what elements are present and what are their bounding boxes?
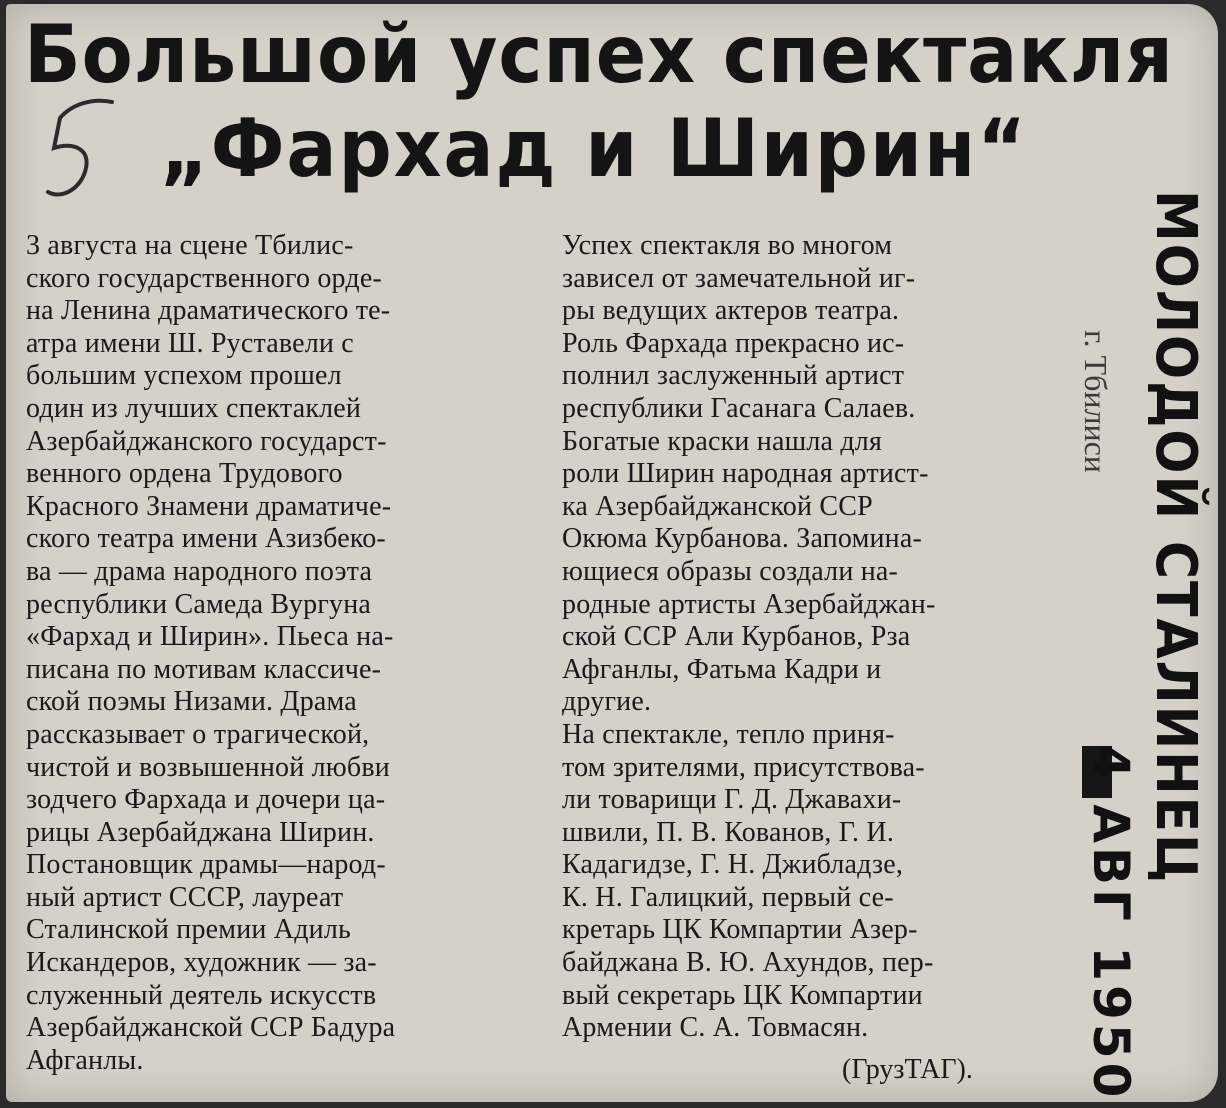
source-credit: (ГрузТАГ). [842,1054,973,1085]
date-text: 4 АВГ 1950 [1082,744,1140,1102]
headline-line-2: „Фархад и Ширин“ [160,102,1028,195]
city-stamp [1074,330,1114,560]
newspaper-name-stamp [1108,190,1208,885]
headline-line-1: Большой успех спектакля [24,8,1174,101]
date-stamp [1070,744,1140,1102]
handwritten-number-mark [42,96,132,206]
city-name: г. Тбилиси [1078,330,1114,473]
newspaper-name: МОЛОДОЙ СТАЛИНЕЦ [1143,190,1208,885]
newspaper-clipping [6,4,1218,1102]
article-column-left: 3 августа на сцене Тбилис- ского государственного орде- на Ленина драматического те- атра имени Ш. Руставели с большим успехом прошел один из лучших спектаклей Азербайджанского государст- венного ордена Трудового Красного Знамени драматиче- ского театра имени Азизбеко- ва — драма народного поэта республики Самеда Вургуна «Фархад и Ширин». Пьеса на- писана по мотивам классиче- ской поэмы Низами. Драма рассказывает о трагической, чистой и возвышенной любви зодчего Фархада и дочери ца- рицы Азербайджана Ширин. Постановщик драмы—народ- ный артист СССР, лауреат Сталинской премии Адиль Искандеров, художник — за- служенный деятель искусств Азербайджанской ССР Бадура Афганлы. [26,230,396,1076]
article-column-right: Успех спектакля во многом зависел от замечательной иг- ры ведущих актеров театра. Роль Фархада прекрасно ис- полнил заслуженный артист республики Гасанага Салаев. Богатые краски нашла для роли Ширин народная артист- ка Азербайджанской ССР Окюма Курбанова. Запомина- ющиеся образы создали на- родные артисты Азербайджан- ской ССР Али Курбанов, Рза Афганлы, Фатьма Кадри и другие. На спектакле, тепло приня- том зрителями, присутствова- ли товарищи Г. Д. Джавахи- швили, П. В. Кованов, Г. И. Кадагидзе, Г. Н. Джибладзе, К. Н. Галицкий, первый се- кретарь ЦК Компартии Азер- байджана В. Ю. Ахундов, пер- вый секретарь ЦК Компартии Армении С. А. Товмасян. [562,230,936,1044]
